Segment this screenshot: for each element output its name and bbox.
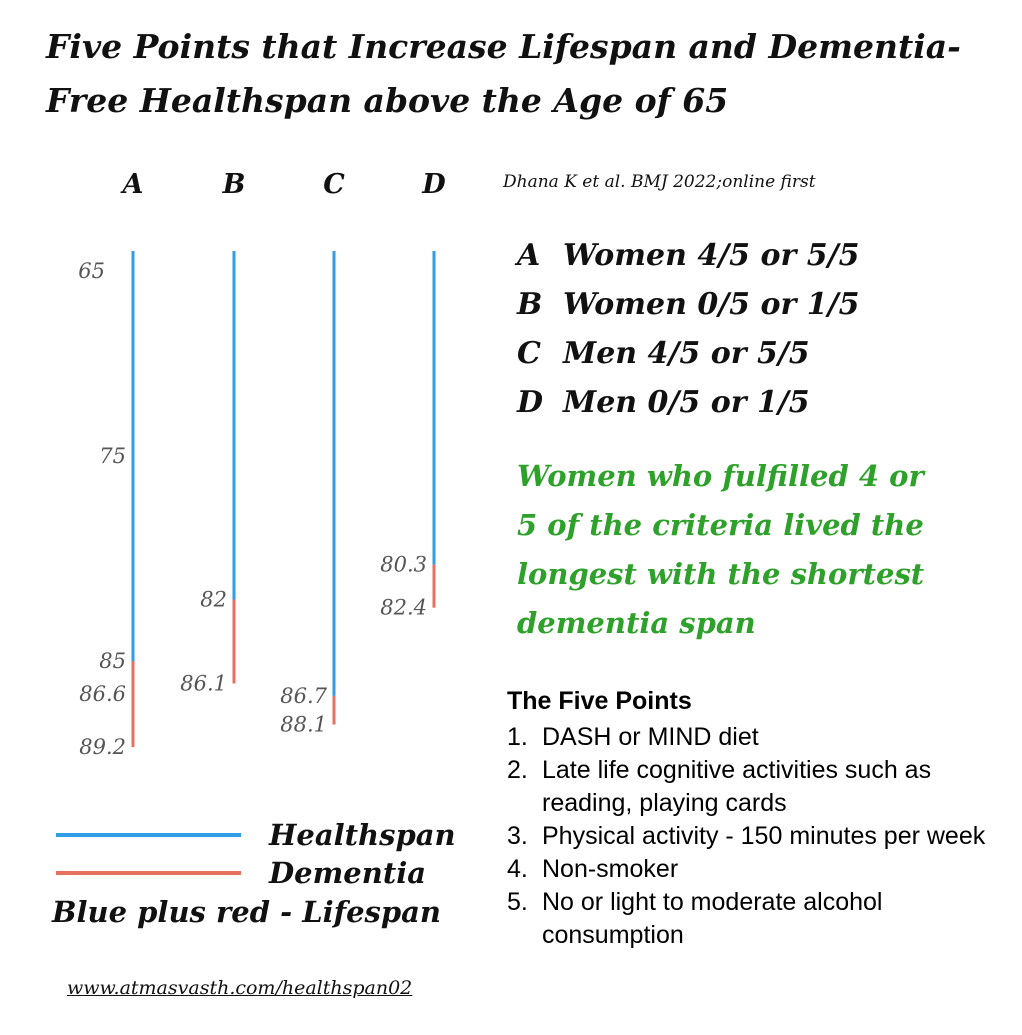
five-points-list: [507, 721, 987, 952]
group-description: Men 4/5 or 5/5: [563, 336, 810, 371]
key-finding: Women who fulfilled 4 or 5 of the criteria lived the longest with the shortest dementia span: [517, 459, 925, 640]
five-points-item: [507, 853, 987, 886]
age-label: 75: [99, 444, 126, 468]
legend-lifespan-note: Blue plus red - Lifespan: [52, 895, 442, 929]
age-label: 86.7: [280, 683, 327, 708]
group-key-item: [517, 334, 859, 383]
age-label: 86.1: [180, 671, 227, 696]
source-url[interactable]: www.atmasvasth.com/healthspan02: [67, 977, 413, 999]
item-number: 4.: [507, 855, 528, 883]
group-key-list: [517, 236, 859, 432]
age-label: 89.2: [79, 735, 126, 760]
legend-dementia-swatch: [56, 871, 241, 875]
citation: Dhana K et al. BMJ 2022;online first: [503, 172, 816, 192]
start-age-label: 65: [78, 259, 105, 283]
legend-healthspan-label: Healthspan: [269, 818, 456, 852]
column-label: B: [222, 169, 246, 200]
item-text: Non-smoker: [542, 855, 679, 883]
item-number: 2.: [507, 756, 528, 784]
item-number: 1.: [507, 723, 528, 751]
group-key-item: [517, 285, 859, 334]
item-number: 3.: [507, 822, 528, 850]
column-label: C: [323, 169, 345, 200]
legend-dementia: [56, 856, 426, 890]
item-number: 5.: [507, 888, 528, 916]
legend-dementia-label: Dementia: [269, 856, 427, 890]
age-label: 88.1: [280, 712, 327, 737]
group-letter: B: [517, 287, 543, 322]
group-letter: D: [517, 385, 544, 420]
five-points-title: The Five Points: [507, 687, 692, 715]
age-label: 80.3: [380, 552, 427, 577]
group-letter: C: [517, 336, 541, 371]
column-label: A: [122, 169, 144, 200]
item-text: No or light to moderate alcohol consumption: [542, 888, 883, 949]
five-points-item: [507, 754, 987, 820]
group-description: Women 0/5 or 1/5: [563, 287, 860, 322]
age-label: 82: [200, 587, 227, 612]
five-points-item: [507, 820, 987, 853]
group-key-item: [517, 236, 859, 285]
item-text: Late life cognitive activities such as reading, playing cards: [542, 756, 932, 817]
group-key-item: [517, 383, 859, 432]
group-letter: A: [517, 238, 541, 273]
lifespan-chart: [0, 0, 500, 820]
group-description: Women 4/5 or 5/5: [563, 238, 860, 273]
five-points-item: [507, 886, 987, 952]
column-label: D: [422, 169, 446, 200]
item-text: Physical activity - 150 minutes per week: [542, 822, 986, 850]
group-description: Men 0/5 or 1/5: [563, 385, 810, 420]
age-label: 85: [99, 649, 126, 673]
legend-healthspan-swatch: [56, 833, 241, 837]
legend-healthspan: [56, 818, 456, 852]
age-label: 82.4: [380, 595, 427, 620]
age-label: 86.6: [79, 681, 126, 706]
item-text: DASH or MIND diet: [542, 723, 759, 751]
chart-title: Five Points that Increase Lifespan and Dementia-Free Healthspan above the Age of 65: [46, 27, 961, 120]
five-points-item: [507, 721, 987, 754]
